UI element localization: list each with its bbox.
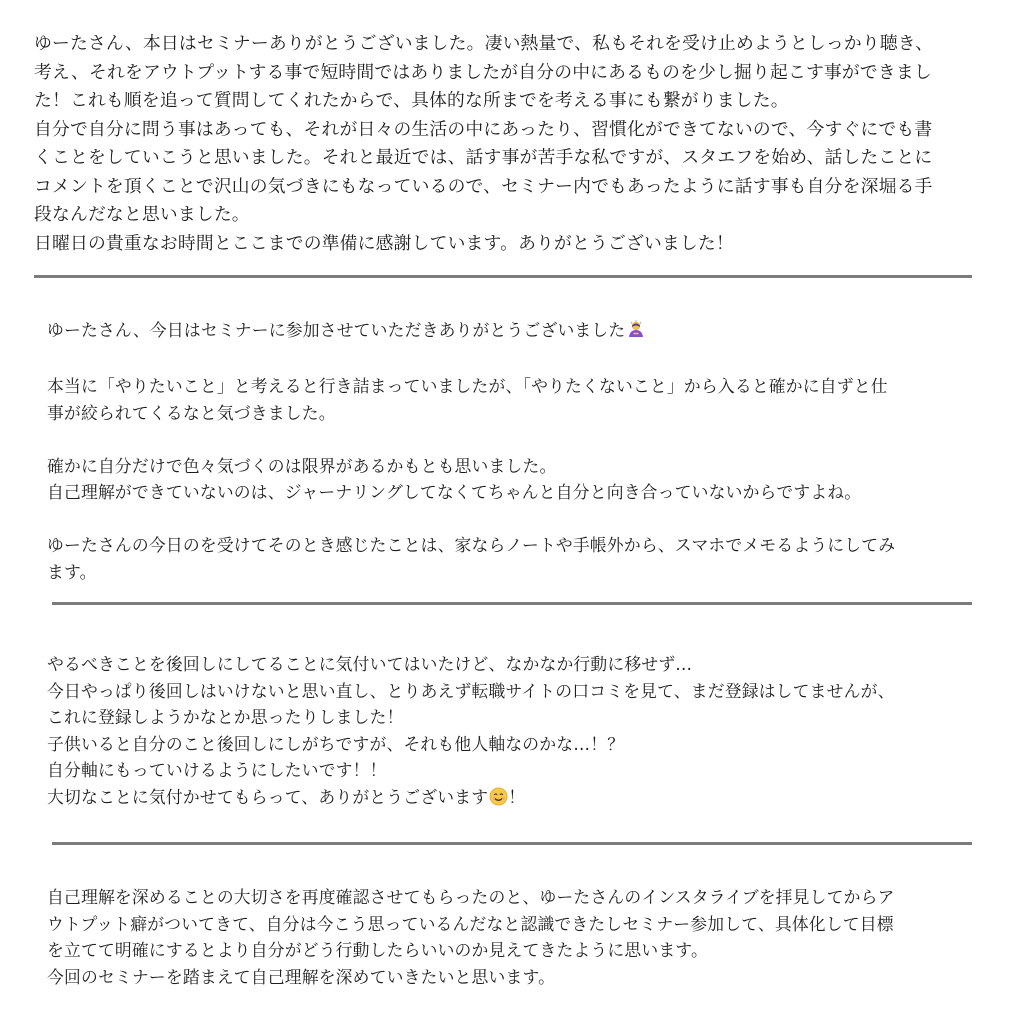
comment-3-line [47, 784, 895, 814]
comment-1-line: 段なんだなと思いました。 [34, 204, 250, 225]
comment-2-line: 自己理解ができていないのは、ジャーナリングしてなくてちゃんと自分と向き合っていないからですよね。 [47, 482, 862, 502]
divider [52, 842, 972, 845]
comment-4-line: 自己理解を深めることの大切さを再度確認させてもらったのと、ゆーたさんのインスタライブを拝見してからア [47, 887, 895, 907]
comment-2-greeting: ゆーたさん、今日はセミナーに参加させていただきありがとうございました [47, 320, 626, 340]
comment-2-line: 事が絞られてくるなと気づきました。 [47, 402, 336, 423]
comment-3-line: やるべきことを後回しにしてることに気付いてはいたけど、なかなか行動に移せず… [47, 654, 693, 674]
comment-1-line: コメントを頂くことで沢山の気づきにもなっているので、セミナー内でもあったように話す事も自分を深堀る手 [34, 175, 933, 197]
smiling-face-emoji-icon [489, 787, 508, 814]
comment-4-line: を立てて明確にするとより自分がどう行動したらいいのか見えてきたように思います。 [47, 940, 708, 960]
comment-3-thanks: 大切なことに気付かせてもらって、ありがとうございます [47, 786, 489, 807]
spacer [47, 347, 895, 374]
comment-2-line [47, 317, 895, 347]
comment-4 [47, 884, 895, 990]
comment-2-line: ゆーたさんの今日のを受けてそのとき感じたことは、家ならノートや手帳外から、スマホでメモるようにしてみ [47, 535, 896, 555]
comment-2 [47, 317, 895, 585]
comment-1-line: ゆーたさん、本日はセミナーありがとうございました。凄い熱量で、私もそれを受け止めようとしっかり聴き、 [34, 33, 934, 54]
comment-1-line: 日曜日の貴重なお時間とここまでの準備に感謝しています。ありがとうございました！ [34, 232, 734, 254]
divider [52, 602, 972, 605]
comment-3-line: これに登録しようかなとか思ったりしました！ [47, 707, 404, 727]
comment-3 [47, 651, 895, 813]
comment-1-line: くことをしていこうと思いました。それと最近では、話す事が苦手な私ですが、スタエフを始め、話したことに [34, 147, 933, 168]
comment-1-line: 自分で自分に問う事はあっても、それが日々の生活の中にあったり、習慣化ができてないので、今すぐにでも書 [34, 118, 933, 140]
spacer [47, 506, 895, 533]
divider [34, 275, 972, 278]
comment-1 [34, 30, 933, 258]
comment-3-line: 自分軸にもっていけるようにしたいです！！ [47, 760, 387, 780]
comment-2-line: ます。 [47, 561, 97, 582]
comment-2-line: 本当に「やりたいこと」と考えると行き詰まっていましたが、「やりたくないこと」から入ると確かに自ずと仕 [47, 376, 888, 396]
comment-2-line: 確かに自分だけで色々気づくのは限界があるかもとも思いました。 [47, 455, 557, 476]
comment-3-line: 今日やっぱり後回しはいけないと思い直し、とりあえず転職サイトの口コミを見て、まだ登録はしてませんが、 [47, 680, 895, 701]
comment-1-line: た！これも順を追って質問してくれたからで、具体的な所までを考える事にも繋がりました。 [34, 90, 789, 111]
comment-4-line: ウトプット癖がついてきて、自分は今こう思っているんだなと認識できたしセミナー参加して、具体化して目標 [47, 913, 894, 934]
comment-1-line: 考え、それをアウトプットする事で短時間ではありましたが自分の中にあるものを少し掘り起こす事ができまし [34, 61, 932, 83]
comment-4-line: 今回のセミナーを踏まえて自己理解を深めていきたいと思います。 [47, 966, 556, 987]
person-bowing-emoji-icon [626, 319, 646, 347]
comment-3-exclamation: ！ [508, 786, 526, 807]
comment-3-line: 子供いると自分のこと後回しにしがちですが、それも他人軸なのかな…！？ [47, 733, 625, 754]
spacer [47, 426, 895, 453]
